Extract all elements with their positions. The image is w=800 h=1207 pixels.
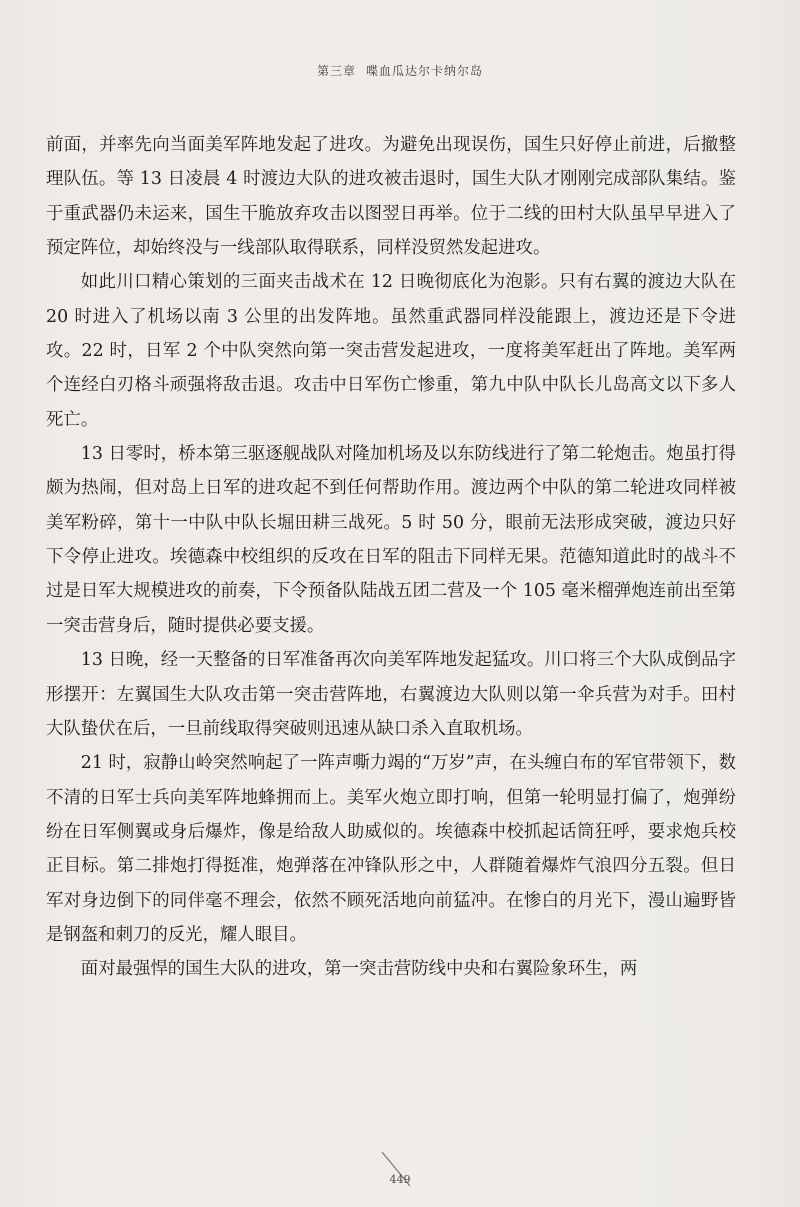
paragraph: 13 日零时，桥本第三驱逐舰战队对隆加机场及以东防线进行了第二轮炮击。炮虽打得颇为热闹，但对岛上日军的进攻起不到任何帮助作用。渡边两个中队的第二轮进攻同样被美军粉碎，第十一中队中队长堀田耕三战死。5 时 50 分，眼前无法形成突破，渡边只好下令停止进攻。埃德森中校组织的反攻在日军的阻击下同样无果。范德知道此时的战斗不过是日军大规模进攻的前奏，下令预备队陆战五团二营及一个 105 毫米榴弹炮连前出至第一突击营身后，随时提供必要支援。 — [46, 444, 736, 636]
paragraph: 21 时，寂静山岭突然响起了一阵声嘶力竭的“万岁”声，在头缠白布的军官带领下，数不清的日军士兵向美军阵地蜂拥而上。美军火炮立即打响，但第一轮明显打偏了，炮弹纷纷在日军侧翼或身后爆炸，像是给敌人助威似的。埃德森中校抓起话筒狂呼，要求炮兵校正目标。第二排炮打得挺准，炮弹落在冲锋队形之中，人群随着爆炸气浪四分五裂。但日军对身边倒下的同伴毫不理会，依然不顾死活地向前猛冲。在惨白的月光下，漫山遍野皆是钢盔和刺刀的反光，耀人眼目。 — [46, 753, 736, 945]
chapter-title: 喋血瓜达尔卡纳尔岛 — [366, 64, 484, 78]
running-header — [0, 62, 800, 79]
paragraph: 面对最强悍的国生大队的进攻，第一突击营防线中央和右翼险象环生，两 — [80, 959, 638, 980]
body-text — [46, 128, 736, 987]
paragraph: 如此川口精心策划的三面夹击战术在 12 日晚彻底化为泡影。只有右翼的渡边大队在 20 时进入了机场以南 3 公里的出发阵地。虽然重武器同样没能跟上，渡边还是下令进攻。22 时，日军 2 个中队突然向第一突击营发起进攻，一度将美军赶出了阵地。美军两个连经白刃格斗顽强将敌击退。攻击中日军伤亡惨重，第九中队中队长儿岛高文以下多人死亡。 — [46, 272, 736, 430]
paragraph: 13 日晚，经一天整备的日军准备再次向美军阵地发起猛攻。川口将三个大队成倒品字形摆开：左翼国生大队攻击第一突击营阵地，右翼渡边大队则以第一伞兵营为对手。田村大队蛰伏在后，一旦前线取得突破则迅速从缺口杀入直取机场。 — [46, 650, 736, 739]
paragraph: 前面，并率先向当面美军阵地发起了进攻。为避免出现误伤，国生只好停止前进，后撤整理队伍。等 13 日凌晨 4 时渡边大队的进攻被击退时，国生大队才刚刚完成部队集结。鉴于重武器仍未运来，国生干脆放弃攻击以图翌日再举。位于二线的田村大队虽早早进入了预定阵位，却始终没与一线部队取得联系，同样没贸然发起进攻。 — [46, 135, 736, 259]
page-number: 449 — [389, 1173, 411, 1186]
chapter-number: 第三章 — [316, 64, 356, 78]
